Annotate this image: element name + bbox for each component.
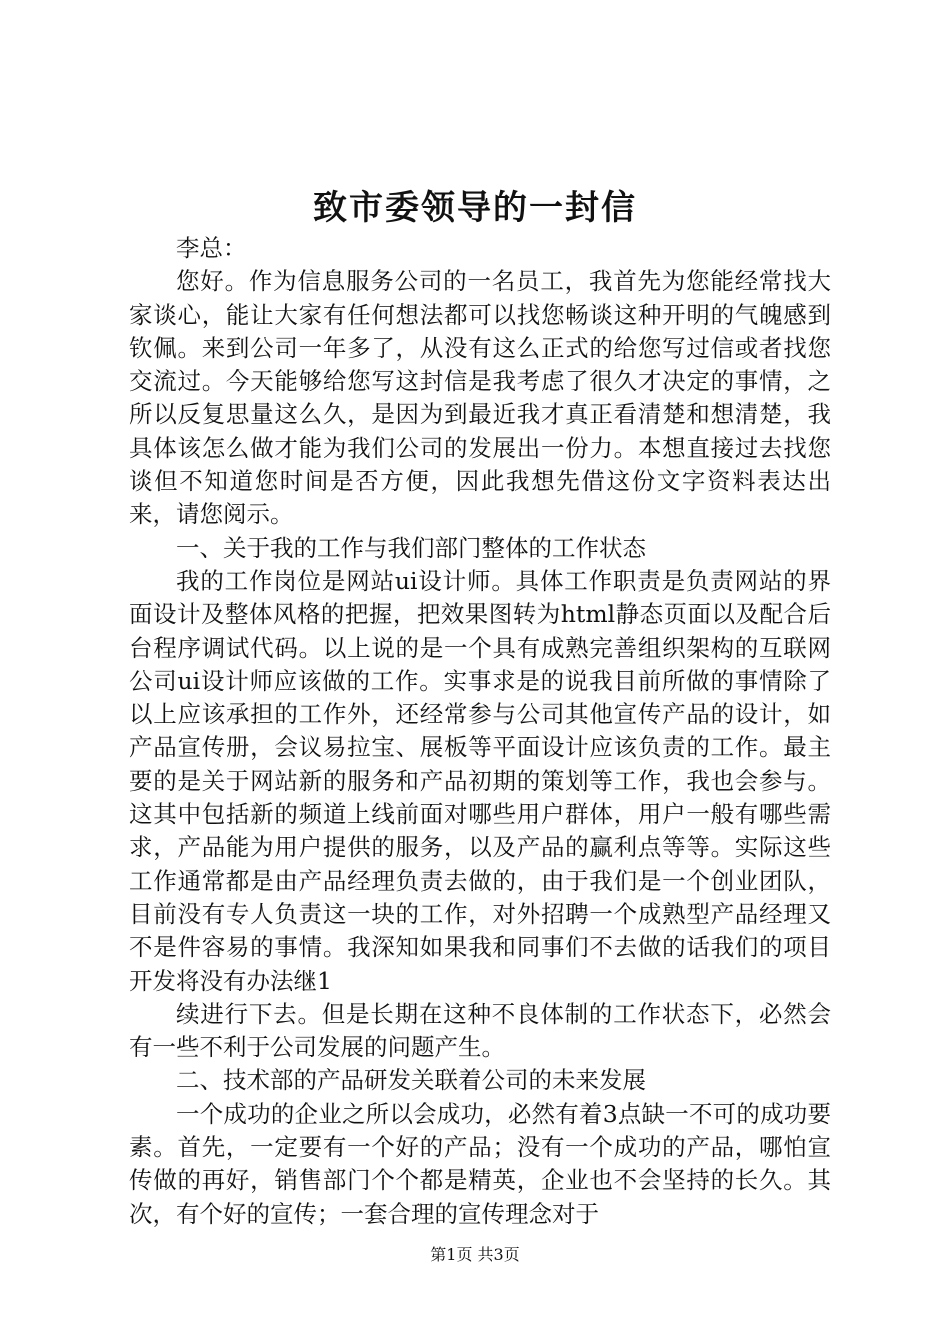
paragraph-intro: 您好。作为信息服务公司的一名员工，我首先为您能经常找大家谈心，能让大家有任何想法都可以找您畅谈这种开明的气魄感到钦佩。来到公司一年多了，从没有这么正式的给您写过信或者找您交流过。今天能够给您写这封信是我考虑了很久才决定的事情，之所以反复思量这么久，是因为到最近我才真正看清楚和想清楚，我具体该怎么做才能为我们公司的发展出一份力。本想直接过去找您谈但不知道您时间是否方便，因此我想先借这份文字资料表达出来，请您阅示。: [129, 267, 831, 529]
salutation: 李总：: [176, 234, 247, 262]
paragraph-continuation: 续进行下去。但是长期在这种不良体制的工作状态下，必然会有一些不利于公司发展的问题产生。: [129, 999, 831, 1062]
paragraph-job-description: 我的工作岗位是网站ui设计师。具体工作职责是负责网站的界面设计及整体风格的把握，把效果图转为html静态页面以及配合后台程序调试代码。以上说的是一个具有成熟完善组织架构的互联网公司ui设计师应该做的工作。实事求是的说我目前所做的事情除了以上应该承担的工作外，还经常参与公司其他宣传产品的设计，如产品宣传册，会议易拉宝、展板等平面设计应该负责的工作。最主要的是关于网站新的服务和产品初期的策划等工作，我也会参与。这其中包括新的频道上线前面对哪些用户群体，用户一般有哪些需求，产品能为用户提供的服务，以及产品的赢利点等等。实际这些工作通常都是由产品经理负责去做的，由于我们是一个创业团队，目前没有专人负责这一块的工作，对外招聘一个成熟型产品经理又不是件容易的事情。我深知如果我和同事们不去做的话我们的项目开发将没有办法继1: [129, 566, 831, 995]
document-title: 致市委领导的一封信: [313, 188, 637, 228]
paragraph-success-factors: 一个成功的企业之所以会成功，必然有着3点缺一不可的成功要素。首先，一定要有一个好的产品；没有一个成功的产品，哪怕宣传做的再好，销售部门个个都是精英，企业也不会坚持的长久。其次，有个好的宣传；一套合理的宣传理念对于: [129, 1099, 831, 1228]
section-heading-1: 一、关于我的工作与我们部门整体的工作状态: [176, 533, 646, 562]
page-number-footer: 第1页 共3页: [430, 1245, 520, 1264]
section-heading-2: 二、技术部的产品研发关联着公司的未来发展: [176, 1066, 646, 1095]
document-body: [129, 232, 831, 1231]
